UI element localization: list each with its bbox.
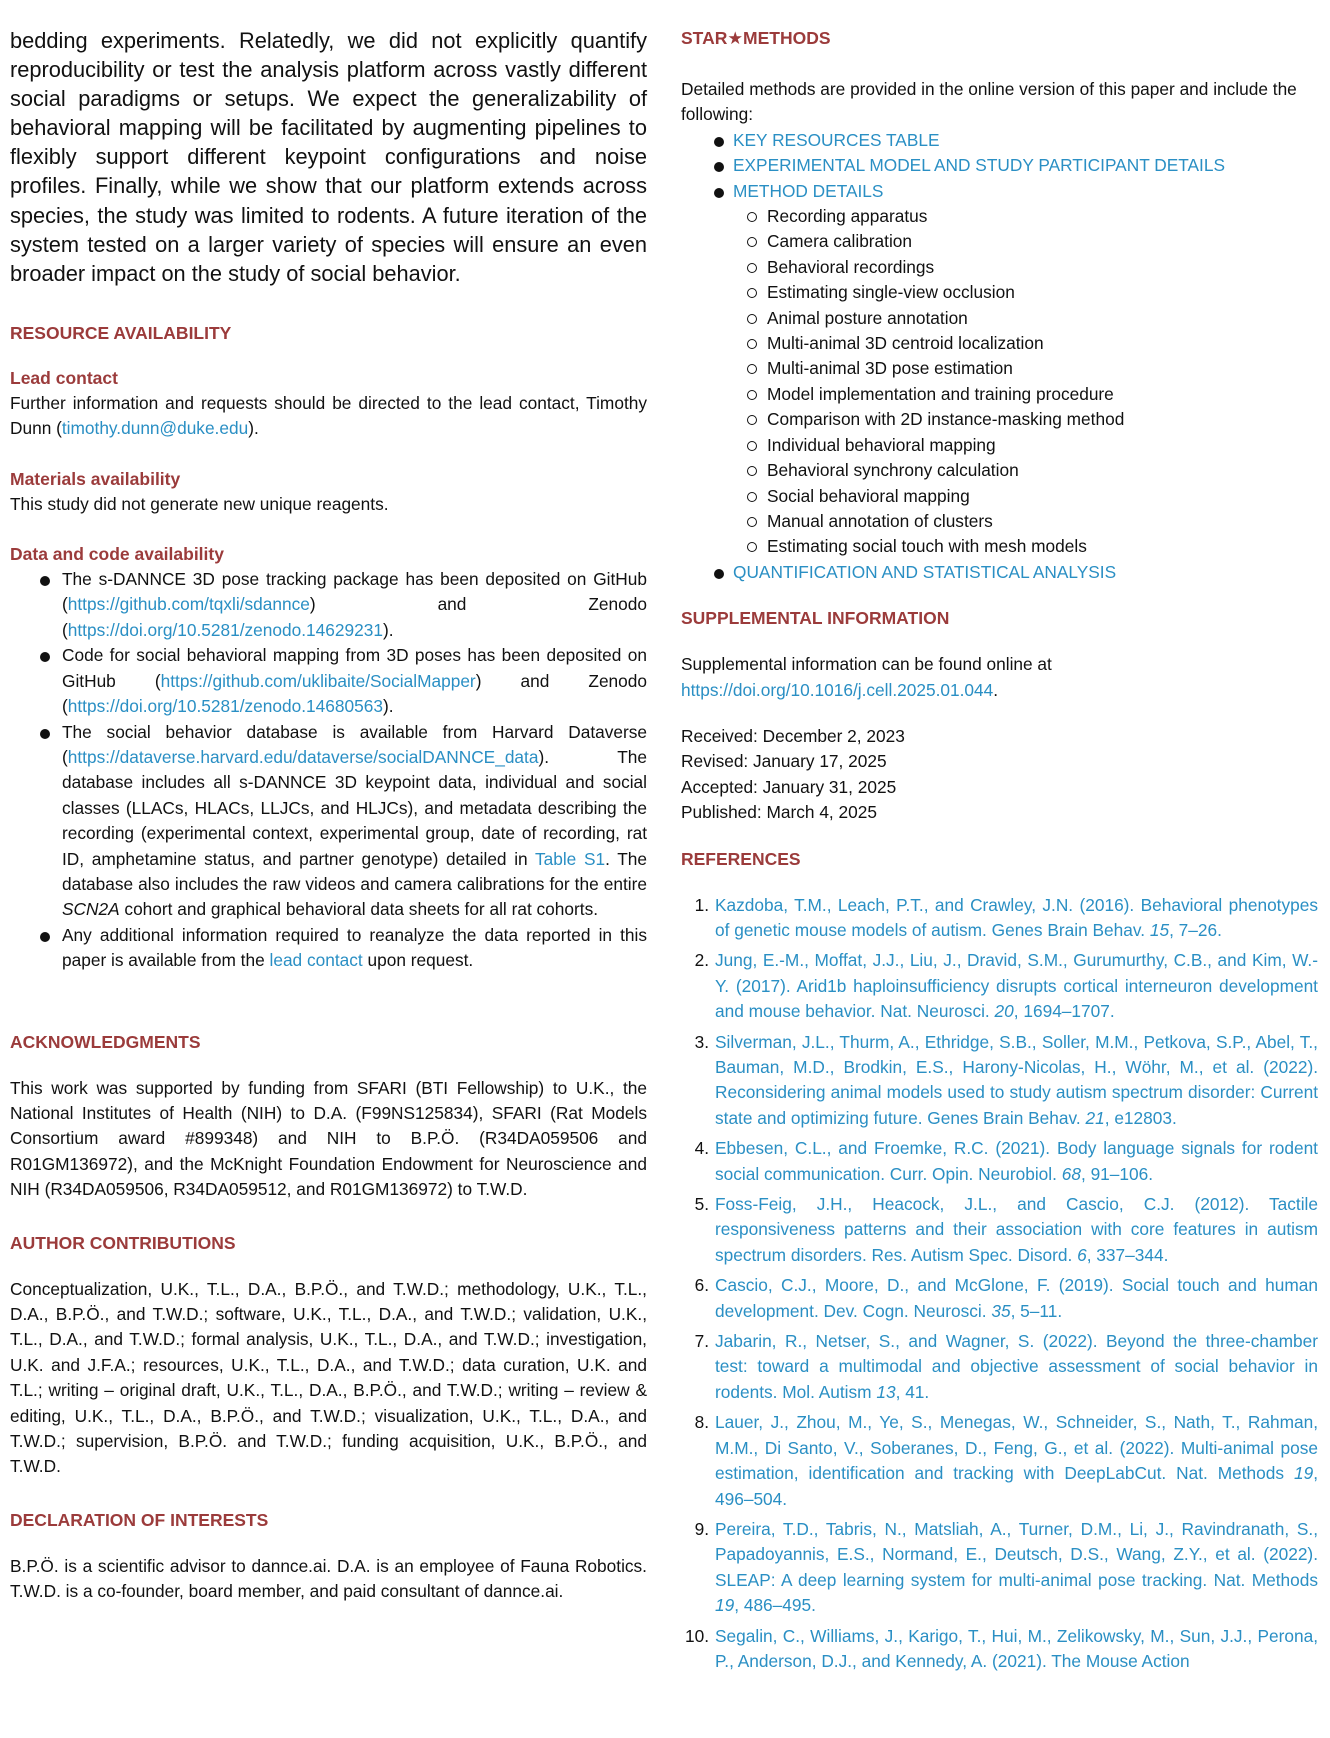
item-text: cohort and graphical behavioral data sheets for all rat cohorts.: [119, 899, 599, 920]
toc-quantification-link[interactable]: QUANTIFICATION AND STATISTICAL ANALYSIS: [733, 561, 1117, 582]
item-text: ).: [382, 619, 394, 640]
lead-contact-heading: Lead contact: [10, 367, 118, 388]
reference-volume: 6: [1077, 1244, 1087, 1265]
item-text: ) and Zenodo (: [62, 594, 647, 640]
reference-item[interactable]: [681, 1624, 1318, 1675]
declaration-heading: DECLARATION OF INTERESTS: [10, 1509, 269, 1530]
reference-text: Foss-Feig, J.H., Heacock, J.L., and Cascio, C.J. (2012). Tactile responsiveness patterns and their association with core features in autism spectrum disorders. Res. Autism Spec. Disord.: [715, 1194, 1318, 1265]
item-text: . The database also includes the raw videos and camera calibrations for the entire: [62, 848, 647, 894]
reference-item[interactable]: [681, 1273, 1318, 1324]
reference-pages: , 91–106.: [1080, 1163, 1154, 1184]
data-code-availability-heading: Data and code availability: [10, 544, 224, 565]
item-text: ). The database includes all s-DANNCE 3D keypoint data, individual and social classes (LLACs, HLACs, LLJCs, and HLJCs), and metadata describing the recording (experimental context, experimental group, date of recording, rat ID, amphetamine status, and partner genotype) detailed in: [62, 746, 647, 869]
supplemental-end: .: [993, 679, 999, 700]
references-list: [681, 893, 1318, 1675]
lead-contact-sentence: Further information and requests should be directed to the lead contact, Timothy Dunn (: [10, 392, 647, 439]
method-details-sublist: [681, 204, 1318, 560]
item-text: upon request.: [362, 950, 474, 971]
reference-volume: 19: [1293, 1463, 1314, 1484]
accepted-date: Accepted: January 31, 2025: [681, 776, 897, 797]
sub-item: Estimating single-view occlusion: [681, 280, 1318, 305]
reference-item[interactable]: [681, 893, 1318, 944]
toc-item: [681, 128, 1318, 153]
reference-volume: 68: [1061, 1163, 1081, 1184]
lead-contact-email-link[interactable]: timothy.dunn@duke.edu: [61, 418, 249, 439]
reference-item[interactable]: [681, 948, 1318, 1024]
sub-item: Model implementation and training procedure: [681, 382, 1318, 407]
toc-item: [681, 560, 1318, 585]
item-text: The s-DANNCE 3D pose tracking package has been deposited on GitHub (: [62, 569, 647, 615]
acknowledgments-heading: ACKNOWLEDGMENTS: [10, 1031, 201, 1052]
materials-availability-heading: Materials availability: [10, 468, 181, 489]
reference-pages: , e12803.: [1104, 1107, 1177, 1128]
sub-item: Behavioral recordings: [681, 255, 1318, 280]
sub-item: Manual annotation of clusters: [681, 509, 1318, 534]
reference-pages: , 337–344.: [1086, 1244, 1169, 1265]
author-contributions-text: Conceptualization, U.K., T.L., D.A., B.P.Ö., and T.W.D.; methodology, U.K., T.L., D.A., B.P.Ö., and T.W.D.; software, U.K., T.L., D.A., and T.W.D.; validation, U.K., T.L., D.A., and T.W.D.; formal analysis, U.K., T.L., D.A., and T.W.D.; investigation, U.K. and J.F.A.; resources, U.K., T.L., D.A., and T.W.D.; data curation, U.K. and T.L.; writing – original draft, U.K., T.L., D.A., B.P.Ö., and T.W.D.; writing – review & editing, U.K., T.L., D.A., B.P.Ö., and T.W.D.; visualization, U.K., T.L., D.A., and T.W.D.; supervision, B.P.Ö. and T.W.D.; funding acquisition, U.K., B.P.Ö., and T.W.D.: [10, 1278, 647, 1477]
reference-item[interactable]: [681, 1410, 1318, 1512]
item-text: Any additional information required to reanalyze the data reported in this paper is available from the: [62, 924, 647, 971]
data-availability-list: [10, 567, 647, 974]
list-item: [10, 923, 647, 974]
reference-volume: 15: [1149, 919, 1170, 940]
reference-item[interactable]: [681, 1030, 1318, 1132]
reference-text: Jabarin, R., Netser, S., and Wagner, S. (2022). Beyond the three-chamber test: toward a multimodal and objective assessment of social behavior in rodents. Mol. Autism: [715, 1331, 1318, 1402]
sub-item: Social behavioral mapping: [681, 484, 1318, 509]
sub-item: Animal posture annotation: [681, 306, 1318, 331]
reference-volume: 21: [1085, 1107, 1105, 1128]
github-link[interactable]: https://github.com/tqxli/sdannce: [67, 594, 310, 615]
list-item: [10, 567, 647, 643]
reference-volume: 35: [991, 1300, 1011, 1321]
sub-item: Individual behavioral mapping: [681, 433, 1318, 458]
reference-number: 8.: [694, 1412, 709, 1433]
reference-number: 10.: [684, 1625, 709, 1646]
lead-contact-link[interactable]: lead contact: [269, 950, 363, 971]
lead-contact-end: ).: [248, 418, 259, 439]
reference-volume: 19: [715, 1595, 735, 1616]
materials-availability-text: This study did not generate new unique reagents.: [10, 493, 389, 514]
reference-number: 2.: [694, 950, 709, 971]
sub-item: Estimating social touch with mesh models: [681, 534, 1318, 559]
sub-item: Multi-animal 3D centroid localization: [681, 331, 1318, 356]
references-heading: REFERENCES: [681, 848, 801, 869]
sub-item: Recording apparatus: [681, 204, 1318, 229]
toc-item: [681, 179, 1318, 204]
author-contributions-heading: AUTHOR CONTRIBUTIONS: [10, 1232, 236, 1253]
item-text: Code for social behavioral mapping from 3D poses has been deposited on GitHub (: [62, 645, 647, 691]
list-item: [10, 720, 647, 923]
toc-method-details-link[interactable]: METHOD DETAILS: [733, 180, 884, 201]
methods-toc: [681, 128, 1318, 204]
zenodo-link[interactable]: https://doi.org/10.5281/zenodo.14629231: [67, 619, 383, 640]
reference-text: Jung, E.-M., Moffat, J.J., Liu, J., Dravid, S.M., Gurumurthy, C.B., and Kim, W.-Y. (2017). Arid1b haploinsufficiency disrupts cortical interneuron development and mouse behavior. Nat. Neurosci.: [715, 950, 1318, 1022]
sub-item: Comparison with 2D instance-masking method: [681, 407, 1318, 432]
reference-text: Ebbesen, C.L., and Froemke, R.C. (2021). Body language signals for rodent social communication. Curr. Opin. Neurobiol.: [715, 1138, 1318, 1184]
reference-pages: , 486–495.: [734, 1595, 816, 1616]
item-text: ).: [382, 696, 394, 717]
toc-experimental-model-link[interactable]: EXPERIMENTAL MODEL AND STUDY PARTICIPANT DETAILS: [733, 155, 1225, 176]
resource-availability-heading: RESOURCE AVAILABILITY: [10, 322, 232, 343]
gene-name: SCN2A: [62, 899, 120, 920]
reference-pages: , 1694–1707.: [1013, 1001, 1115, 1022]
reference-text: Lauer, J., Zhou, M., Ye, S., Menegas, W., Schneider, S., Nath, T., Rahman, M.M., Di Santo, V., Soberanes, D., Feng, G., et al. (2022). Multi-animal pose estimation, identification and tracking with DeepLabCut. Nat. Methods: [715, 1412, 1318, 1484]
reference-text: Segalin, C., Williams, J., Karigo, T., Hui, M., Zelikowsky, M., Sun, J.J., Perona, P., Anderson, D.J., and Kennedy, A. (2021). The Mouse Action: [715, 1625, 1318, 1671]
toc-item: [681, 153, 1318, 178]
reference-number: 3.: [694, 1031, 709, 1052]
reference-number: 1.: [694, 894, 709, 915]
sub-item: Multi-animal 3D pose estimation: [681, 356, 1318, 381]
star-methods-heading: STAR★METHODS: [681, 28, 831, 48]
item-text: The social behavior database is available from Harvard Dataverse (: [62, 721, 647, 767]
declaration-text: B.P.Ö. is a scientific advisor to dannce.ai. D.A. is an employee of Fauna Robotics. T.W.D. is a co-founder, board member, and paid consultant of dannce.ai.: [10, 1555, 647, 1602]
reference-number: 4.: [694, 1138, 709, 1159]
reference-number: 6.: [694, 1275, 709, 1296]
reference-item[interactable]: [681, 1192, 1318, 1268]
reference-volume: 20: [994, 1001, 1014, 1022]
left-column: [10, 26, 647, 1605]
list-item: [10, 643, 647, 719]
discussion-paragraph: bedding experiments. Relatedly, we did not explicitly quantify reproducibility or test the analysis platform across vastly different social paradigms or setups. We expect the generalizability of behavioral mapping will be facilitated by augmenting pipelines to flexibly support different keypoint configurations and noise profiles. Finally, while we show that our platform extends across species, the study was limited to rodents. A future iteration of the system tested on a larger variety of species will ensure an even broader impact on the study of social behavior.: [10, 28, 647, 286]
methods-toc-end: [681, 560, 1318, 585]
reference-text: Cascio, C.J., Moore, D., and McGlone, F. (2019). Social touch and human development. Dev. Cogn. Neurosci.: [715, 1275, 1318, 1321]
revised-date: Revised: January 17, 2025: [681, 751, 887, 772]
zenodo-link[interactable]: https://doi.org/10.5281/zenodo.14680563: [67, 696, 383, 717]
sub-item: Behavioral synchrony calculation: [681, 458, 1318, 483]
reference-item[interactable]: [681, 1517, 1318, 1619]
reference-number: 5.: [694, 1194, 709, 1215]
table-s1-link[interactable]: Table S1: [534, 848, 606, 869]
lead-contact-text: [10, 391, 647, 442]
dataverse-link[interactable]: https://dataverse.harvard.edu/dataverse/socialDANNCE_data: [67, 746, 539, 767]
reference-number: 9.: [694, 1518, 709, 1539]
supplemental-doi-link[interactable]: https://doi.org/10.1016/j.cell.2025.01.044: [681, 679, 994, 700]
acknowledgments-text: This work was supported by funding from SFARI (BTI Fellowship) to U.K., the National Institutes of Health (NIH) to D.A. (F99NS125834), SFARI (Rat Models Consortium award #899348) and NIH to B.P.Ö. (R34DA059506 and R01GM136972), and the McKnight Foundation Endowment for Neuroscience and NIH (R34DA059506, R34DA059512, and R01GM136972) to T.W.D.: [10, 1077, 647, 1200]
reference-text: Silverman, J.L., Thurm, A., Ethridge, S.B., Soller, M.M., Petkova, S.P., Abel, T., Bauman, M.D., Brodkin, E.S., Harony-Nicolas, H., Wöhr, M., et al. (2022). Reconsidering animal models used to study autism spectrum disorder: Current state and optimizing future. Genes Brain Behav.: [715, 1031, 1318, 1128]
right-column: [681, 26, 1318, 1679]
github-link[interactable]: https://github.com/uklibaite/SocialMapper: [160, 670, 476, 691]
reference-pages: , 7–26.: [1169, 919, 1222, 940]
reference-item[interactable]: [681, 1329, 1318, 1405]
published-date: Published: March 4, 2025: [681, 802, 877, 823]
supplemental-heading: SUPPLEMENTAL INFORMATION: [681, 608, 950, 629]
reference-text: Kazdoba, T.M., Leach, P.T., and Crawley, J.N. (2016). Behavioral phenotypes of genetic mouse models of autism. Genes Brain Behav.: [715, 894, 1318, 940]
reference-number: 7.: [694, 1331, 709, 1352]
sub-item: Camera calibration: [681, 229, 1318, 254]
supplemental-sentence: Supplemental information can be found online at: [681, 654, 1052, 675]
star-methods-intro: Detailed methods are provided in the online version of this paper and include the following:: [681, 79, 1297, 125]
reference-volume: 13: [876, 1381, 896, 1402]
reference-pages: , 41.: [895, 1381, 930, 1402]
item-text: ) and Zenodo (: [62, 670, 647, 717]
publication-dates: [681, 724, 1318, 826]
reference-item[interactable]: [681, 1136, 1318, 1187]
reference-text: Pereira, T.D., Tabris, N., Matsliah, A., Turner, D.M., Li, J., Ravindranath, S., Papadoyannis, E.S., Normand, E., Deutsch, D.S., Wang, Z.Y., et al. (2022). SLEAP: A deep learning system for multi-animal pose tracking. Nat. Methods: [715, 1518, 1318, 1590]
reference-pages: , 496–504.: [715, 1463, 1318, 1509]
toc-key-resources-link[interactable]: KEY RESOURCES TABLE: [733, 129, 940, 150]
received-date: Received: December 2, 2023: [681, 725, 905, 746]
reference-pages: , 5–11.: [1010, 1300, 1063, 1321]
supplemental-text: [681, 652, 1318, 703]
